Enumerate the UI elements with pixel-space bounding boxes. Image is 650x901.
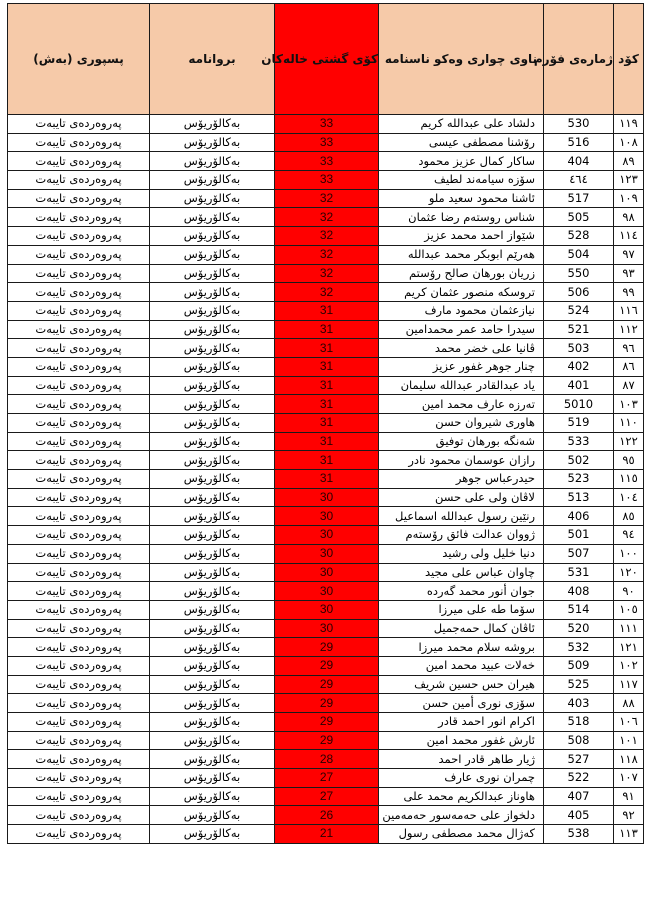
table-row [8,208,644,227]
cell-specialization: پەروەردەی تایبەت [8,713,150,732]
table-row [8,245,644,264]
cell-specialization: پەروەردەی تایبەت [8,806,150,825]
cell-code: ١١٧ [614,675,644,694]
table-header [8,4,644,115]
cell-form-number: 532 [544,638,614,657]
cell-code: ٨٩ [614,152,644,171]
cell-specialization: پەروەردەی تایبەت [8,825,150,844]
cell-form-number: 403 [544,694,614,713]
cell-certificate: بەکالۆریۆس [150,488,275,507]
cell-form-number: 503 [544,339,614,358]
cell-name: سۆزە سیامەند لطیف [379,171,544,190]
cell-certificate: بەکالۆریۆس [150,563,275,582]
cell-name: دنیا خلیل ولی رشید [379,544,544,563]
cell-form-number: 505 [544,208,614,227]
cell-name: زریان بورهان صالح رۆستم [379,264,544,283]
cell-total-score: 29 [275,713,379,732]
table-row [8,731,644,750]
table-row [8,750,644,769]
cell-form-number: 508 [544,731,614,750]
cell-code: ١٠٦ [614,713,644,732]
cell-total-score: 29 [275,675,379,694]
cell-form-number: 530 [544,115,614,134]
cell-specialization: پەروەردەی تایبەت [8,600,150,619]
cell-form-number: 516 [544,133,614,152]
cell-total-score: 30 [275,526,379,545]
cell-form-number: ٤٦٤ [544,171,614,190]
header-code: كۆد [614,4,644,115]
table-body [8,115,644,844]
cell-certificate: بەکالۆریۆس [150,787,275,806]
cell-total-score: 30 [275,544,379,563]
cell-total-score: 32 [275,208,379,227]
cell-name: دلخواز علی حەمەسور حەمەمین [379,806,544,825]
cell-form-number: 513 [544,488,614,507]
cell-specialization: پەروەردەی تایبەت [8,750,150,769]
table-row [8,806,644,825]
cell-code: ٩٨ [614,208,644,227]
cell-form-number: 522 [544,769,614,788]
cell-name: ژووان عدالت فائق رۆستەم [379,526,544,545]
table-row [8,301,644,320]
table-row [8,582,644,601]
cell-name: سیدرا حامد عمر محمدامین [379,320,544,339]
cell-form-number: 524 [544,301,614,320]
cell-form-number: 525 [544,675,614,694]
cell-name: بروشە سلام محمد میرزا [379,638,544,657]
cell-certificate: بەکالۆریۆس [150,694,275,713]
header-total-score: کۆی گشتی خالەکان [275,4,379,115]
cell-name: تەرزە عارف محمد امین [379,395,544,414]
header-specialization: پسپوری (بەش) [8,4,150,115]
cell-total-score: 28 [275,750,379,769]
cell-name: ژیار طاهر قادر احمد [379,750,544,769]
cell-name: هیران حس حسین شریف [379,675,544,694]
cell-total-score: 31 [275,414,379,433]
cell-total-score: 29 [275,656,379,675]
cell-certificate: بەکالۆریۆس [150,208,275,227]
cell-specialization: پەروەردەی تایبەت [8,320,150,339]
cell-name: چنار جوهر غفور عزیز [379,357,544,376]
cell-code: ١١٥ [614,470,644,489]
table-row [8,414,644,433]
table-row [8,507,644,526]
cell-name: رۆشنا مصطفی عیسی [379,133,544,152]
table-row [8,451,644,470]
cell-specialization: پەروەردەی تایبەت [8,301,150,320]
table-row [8,227,644,246]
cell-name: تروسکە منصور عثمان کریم [379,283,544,302]
cell-code: ١٢٢ [614,432,644,451]
cell-form-number: 407 [544,787,614,806]
cell-specialization: پەروەردەی تایبەت [8,488,150,507]
cell-certificate: بەکالۆریۆس [150,619,275,638]
table-row [8,357,644,376]
cell-code: ١٠٠ [614,544,644,563]
cell-code: ١٠٩ [614,189,644,208]
cell-name: یاد عبدالقادر عبدالله سلیمان [379,376,544,395]
table-row [8,544,644,563]
table-row [8,376,644,395]
table-row [8,339,644,358]
table-row [8,283,644,302]
cell-specialization: پەروەردەی تایبەت [8,357,150,376]
cell-specialization: پەروەردەی تایبەت [8,376,150,395]
cell-total-score: 31 [275,301,379,320]
cell-name: ڤانیا علی خضر محمد [379,339,544,358]
cell-form-number: 520 [544,619,614,638]
cell-certificate: بەکالۆریۆس [150,526,275,545]
cell-specialization: پەروەردەی تایبەت [8,470,150,489]
table-row [8,320,644,339]
header-form-number: ژمارەی فۆرم [544,4,614,115]
cell-certificate: بەکالۆریۆس [150,451,275,470]
cell-certificate: بەکالۆریۆس [150,806,275,825]
cell-certificate: بەکالۆریۆس [150,470,275,489]
cell-specialization: پەروەردەی تایبەت [8,582,150,601]
cell-total-score: 30 [275,507,379,526]
cell-certificate: بەکالۆریۆس [150,189,275,208]
cell-code: ٨٧ [614,376,644,395]
cell-name: ساکار کمال عزیز محمود [379,152,544,171]
cell-form-number: 523 [544,470,614,489]
table-row [8,171,644,190]
cell-form-number: 408 [544,582,614,601]
cell-certificate: بەکالۆریۆس [150,283,275,302]
cell-code: ١٠٤ [614,488,644,507]
cell-certificate: بەکالۆریۆس [150,731,275,750]
table-row [8,470,644,489]
cell-code: ١١٩ [614,115,644,134]
cell-name: سۆزی نوری أمین حسن [379,694,544,713]
cell-code: ٩٦ [614,339,644,358]
cell-specialization: پەروەردەی تایبەت [8,451,150,470]
cell-name: شێواز احمد محمد عزیز [379,227,544,246]
cell-total-score: 32 [275,283,379,302]
cell-name: چاوان عباس علی مجید [379,563,544,582]
cell-total-score: 30 [275,619,379,638]
cell-total-score: 29 [275,638,379,657]
cell-form-number: 406 [544,507,614,526]
cell-certificate: بەکالۆریۆس [150,507,275,526]
cell-total-score: 21 [275,825,379,844]
header-row [8,4,644,115]
cell-form-number: 533 [544,432,614,451]
cell-specialization: پەروەردەی تایبەت [8,563,150,582]
cell-form-number: 519 [544,414,614,433]
cell-total-score: 31 [275,432,379,451]
cell-certificate: بەکالۆریۆس [150,339,275,358]
cell-name: لاڤان ولی علی حسن [379,488,544,507]
cell-certificate: بەکالۆریۆس [150,600,275,619]
cell-name: هاوری شیروان حسن [379,414,544,433]
cell-code: ١٠٢ [614,656,644,675]
table-row [8,488,644,507]
cell-total-score: 29 [275,731,379,750]
cell-specialization: پەروەردەی تایبەت [8,339,150,358]
cell-certificate: بەکالۆریۆس [150,152,275,171]
cell-certificate: بەکالۆریۆس [150,544,275,563]
cell-form-number: 517 [544,189,614,208]
cell-total-score: 31 [275,395,379,414]
cell-certificate: بەکالۆریۆس [150,245,275,264]
cell-specialization: پەروەردەی تایبەت [8,638,150,657]
cell-code: ٩١ [614,787,644,806]
table-row [8,656,644,675]
cell-specialization: پەروەردەی تایبەت [8,133,150,152]
cell-name: سۆما طه علی میرزا [379,600,544,619]
cell-specialization: پەروەردەی تایبەت [8,264,150,283]
cell-form-number: 405 [544,806,614,825]
cell-form-number: 521 [544,320,614,339]
cell-total-score: 31 [275,320,379,339]
cell-certificate: بەکالۆریۆس [150,227,275,246]
cell-form-number: 528 [544,227,614,246]
cell-specialization: پەروەردەی تایبەت [8,656,150,675]
cell-code: ١١٣ [614,825,644,844]
cell-specialization: پەروەردەی تایبەت [8,526,150,545]
cell-code: ١١٨ [614,750,644,769]
cell-code: ٨٥ [614,507,644,526]
cell-total-score: 27 [275,787,379,806]
cell-total-score: 31 [275,357,379,376]
cell-name: نیازعثمان محمود مارف [379,301,544,320]
cell-name: جوان أنور محمد گەردە [379,582,544,601]
cell-name: ئاڤان کمال حمەجمیل [379,619,544,638]
cell-certificate: بەکالۆریۆس [150,675,275,694]
cell-code: ٩٢ [614,806,644,825]
cell-specialization: پەروەردەی تایبەت [8,227,150,246]
cell-name: رنێین رسول عبدالله اسماعیل [379,507,544,526]
results-sheet [7,3,643,844]
cell-name: خەلات عبید محمد امین [379,656,544,675]
cell-certificate: بەکالۆریۆس [150,376,275,395]
cell-name: چمران نوری عارف [379,769,544,788]
table-row [8,825,644,844]
table-row [8,133,644,152]
table-row [8,526,644,545]
cell-code: ٩٠ [614,582,644,601]
cell-form-number: 550 [544,264,614,283]
cell-form-number: 404 [544,152,614,171]
cell-total-score: 30 [275,488,379,507]
cell-specialization: پەروەردەی تایبەت [8,731,150,750]
cell-total-score: 30 [275,600,379,619]
cell-certificate: بەکالۆریۆس [150,582,275,601]
cell-name: ئارش غفور محمد امین [379,731,544,750]
cell-certificate: بەکالۆریۆس [150,171,275,190]
cell-name: هەرێم ابوبکر محمد عبدالله [379,245,544,264]
cell-certificate: بەکالۆریۆس [150,638,275,657]
cell-form-number: 502 [544,451,614,470]
cell-total-score: 32 [275,227,379,246]
cell-code: ١١٤ [614,227,644,246]
cell-code: ٩٤ [614,526,644,545]
cell-code: ١١٠ [614,414,644,433]
header-certificate: بروانامە [150,4,275,115]
table-row [8,769,644,788]
cell-total-score: 31 [275,470,379,489]
cell-form-number: 518 [544,713,614,732]
cell-total-score: 31 [275,451,379,470]
cell-form-number: 506 [544,283,614,302]
cell-form-number: 538 [544,825,614,844]
table-row [8,694,644,713]
cell-total-score: 33 [275,115,379,134]
cell-specialization: پەروەردەی تایبەت [8,245,150,264]
cell-code: ١٠٣ [614,395,644,414]
cell-form-number: 507 [544,544,614,563]
cell-specialization: پەروەردەی تایبەت [8,694,150,713]
table-row [8,432,644,451]
cell-total-score: 31 [275,339,379,358]
table-row [8,189,644,208]
cell-certificate: بەکالۆریۆس [150,432,275,451]
cell-code: ١٢٠ [614,563,644,582]
cell-total-score: 27 [275,769,379,788]
table-row [8,264,644,283]
cell-specialization: پەروەردەی تایبەت [8,152,150,171]
cell-name: رازان عوسمان محمود نادر [379,451,544,470]
cell-name: کەژال محمد مصطفی رسول [379,825,544,844]
cell-total-score: 30 [275,582,379,601]
cell-form-number: 402 [544,357,614,376]
table-row [8,152,644,171]
table-row [8,619,644,638]
table-row [8,115,644,134]
cell-code: ١٢١ [614,638,644,657]
cell-specialization: پەروەردەی تایبەت [8,115,150,134]
cell-specialization: پەروەردەی تایبەت [8,619,150,638]
cell-code: ١١٢ [614,320,644,339]
cell-code: ١٠٧ [614,769,644,788]
cell-specialization: پەروەردەی تایبەت [8,395,150,414]
cell-certificate: بەکالۆریۆس [150,133,275,152]
cell-certificate: بەکالۆریۆس [150,395,275,414]
cell-certificate: بەکالۆریۆس [150,750,275,769]
cell-name: شەنگە بورهان توفیق [379,432,544,451]
cell-code: ١١١ [614,619,644,638]
cell-specialization: پەروەردەی تایبەت [8,432,150,451]
cell-form-number: 514 [544,600,614,619]
cell-specialization: پەروەردەی تایبەت [8,189,150,208]
cell-total-score: 33 [275,152,379,171]
cell-code: ١٠١ [614,731,644,750]
cell-code: ١٠٥ [614,600,644,619]
cell-certificate: بەکالۆریۆس [150,320,275,339]
cell-specialization: پەروەردەی تایبەت [8,769,150,788]
cell-certificate: بەکالۆریۆس [150,713,275,732]
cell-specialization: پەروەردەی تایبەت [8,507,150,526]
cell-code: ١٠٨ [614,133,644,152]
cell-code: ١١٦ [614,301,644,320]
table-row [8,713,644,732]
cell-total-score: 33 [275,171,379,190]
cell-name: هاوناز عبدالکریم محمد علی [379,787,544,806]
cell-name: دلشاد علی عبدالله کریم [379,115,544,134]
cell-code: ٨٨ [614,694,644,713]
cell-code: ٨٦ [614,357,644,376]
cell-specialization: پەروەردەی تایبەت [8,414,150,433]
cell-total-score: 32 [275,189,379,208]
cell-form-number: 401 [544,376,614,395]
cell-specialization: پەروەردەی تایبەت [8,171,150,190]
cell-code: ١٢٣ [614,171,644,190]
cell-specialization: پەروەردەی تایبەت [8,675,150,694]
table-row [8,638,644,657]
cell-form-number: 5010 [544,395,614,414]
cell-form-number: 527 [544,750,614,769]
cell-total-score: 33 [275,133,379,152]
header-name: ناوی چواری وەکو ناسنامە [379,4,544,115]
cell-specialization: پەروەردەی تایبەت [8,787,150,806]
cell-name: حیدرعباس جوهر [379,470,544,489]
cell-certificate: بەکالۆریۆس [150,825,275,844]
cell-form-number: 501 [544,526,614,545]
cell-specialization: پەروەردەی تایبەت [8,544,150,563]
cell-form-number: 509 [544,656,614,675]
cell-specialization: پەروەردەی تایبەت [8,208,150,227]
cell-certificate: بەکالۆریۆس [150,414,275,433]
cell-total-score: 29 [275,694,379,713]
table-row [8,395,644,414]
cell-total-score: 32 [275,245,379,264]
cell-form-number: 531 [544,563,614,582]
table-row [8,563,644,582]
cell-name: شناس روستەم رضا عثمان [379,208,544,227]
cell-total-score: 32 [275,264,379,283]
cell-code: ٩٥ [614,451,644,470]
cell-specialization: پەروەردەی تایبەت [8,283,150,302]
table-row [8,787,644,806]
cell-total-score: 26 [275,806,379,825]
cell-certificate: بەکالۆریۆس [150,769,275,788]
table-row [8,675,644,694]
cell-name: اکرام انور احمد قادر [379,713,544,732]
cell-code: ٩٣ [614,264,644,283]
cell-certificate: بەکالۆریۆس [150,264,275,283]
cell-name: ئاشنا محمود سعید ملو [379,189,544,208]
results-table [7,3,644,844]
cell-form-number: 504 [544,245,614,264]
cell-certificate: بەکالۆریۆس [150,115,275,134]
cell-code: ٩٩ [614,283,644,302]
cell-code: ٩٧ [614,245,644,264]
cell-certificate: بەکالۆریۆس [150,301,275,320]
cell-total-score: 31 [275,376,379,395]
cell-total-score: 30 [275,563,379,582]
table-row [8,600,644,619]
cell-certificate: بەکالۆریۆس [150,656,275,675]
cell-certificate: بەکالۆریۆس [150,357,275,376]
